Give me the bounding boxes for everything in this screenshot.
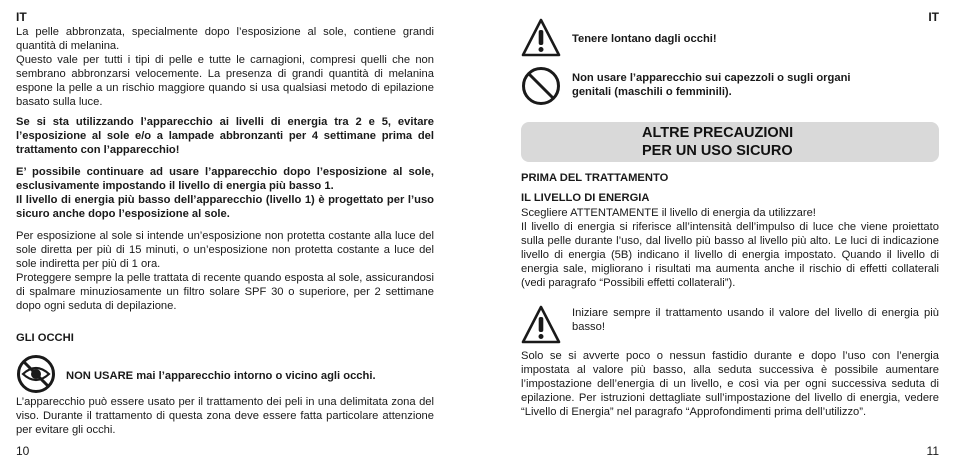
paragraph-energy-level: Il livello di energia si riferisce all’intensità dell’impulso di luce che viene proiettato sulla pelle durante l’uso, dal livello più basso al livello più alto. Le luci di indicazione livello di energia (5B) indicano il livello di energia impostato. Quando il livello di energia sale, migliorano i risultati ma aumenta anche il rischio di effetti collaterali (vedi paragrafo “Possibili effetti collaterali”). [521, 221, 939, 289]
page-number: 11 [926, 444, 939, 458]
eyes-warning-text: NON USARE mai l’apparecchio intorno o vicino agli occhi. [66, 370, 376, 382]
caution-start-lowest: Iniziare sempre il trattamento usando il valore del livello di energia più basso! [572, 307, 939, 333]
prohibition-icon [521, 66, 561, 106]
warning-triangle-icon [521, 18, 561, 58]
banner-title-line1: ALTRE PRECAUZIONI [642, 125, 794, 141]
paragraph-skin-types: Questo vale per tutti i tipi di pelle e tutte le carnagioni, compresi quelli che non sembrano abbronzarsi velocemente. La presenza di grandi quantità di melanina espone la pelle a un rischio maggiore quando si usa qualsiasi metodo di epilazione basato sulla luce. [16, 54, 434, 108]
no-eye-icon [16, 354, 56, 394]
left-page [16, 0, 434, 470]
section-heading: PRIMA DEL TRATTAMENTO [521, 172, 669, 184]
paragraph-increase-level: Solo se si avverte poco o nessun fastidio durante e dopo l’uso con l’energia impostata al valore più basso, alla seduta successiva è possibile aumentare l’impostazione dell’energia di un livello, e così via per ogni successiva seduta di epilazione. Per istruzioni dettagliate sull’impostazione del livello di energia, vedere “Livello di Energia” nel paragrafo “Approfondimenti prima dell’utilizzo”. [521, 350, 939, 418]
warning-keep-away-eyes: Tenere lontano dagli occhi! [572, 33, 717, 45]
language-label: IT [928, 10, 939, 24]
note-after-sun: E’ possibile continuare ad usare l’apparecchio dopo l’esposizione al sole, esclusivamente impostando il livello di energia più basso 1. [16, 166, 434, 192]
paragraph-sun-definition: Per esposizione al sole si intende un’esposizione non protetta costante alla luce del sole diretta per più di 15 minuti, o un’esposizione non protetta costante a luce del sole indiretta per più di 1 ora. [16, 230, 434, 270]
paragraph-sunscreen: Proteggere sempre la pelle trattata di recente quando esposta al sole, assicurandosi di spalmare minuziosamente un filtro solare SPF 30 o superiore, per 2 settimane dopo ogni seduta di depilazione. [16, 272, 434, 312]
note-lowest-level: Il livello di energia più basso dell’apparecchio (livello 1) è progettato per l’uso sicuro anche dopo l’esposizione al sole. [16, 194, 434, 220]
warning-triangle-icon [521, 305, 561, 345]
banner-title-line2: PER UN USO SICURO [642, 143, 793, 159]
section-banner [521, 122, 939, 162]
warning-sun-exposure: Se si sta utilizzando l’apparecchio ai livelli di energia tra 2 e 5, evitare l’esposizione al sole e/o a lampade abbronzanti per 4 settimane prima del trattamento con l’apparecchio! [16, 116, 434, 156]
page-number: 10 [16, 444, 30, 458]
language-label: IT [16, 10, 27, 24]
right-page [521, 0, 939, 470]
warning-body-areas: Non usare l’apparecchio sui capezzoli o sugli organi genitali (maschili o femminili). [572, 72, 851, 98]
paragraph-melanin: La pelle abbronzata, specialmente dopo l’esposizione al sole, contiene grandi quantità di melanina. [16, 26, 434, 52]
eyes-heading: GLI OCCHI [16, 332, 74, 344]
paragraph-face-treatment: L’apparecchio può essere usato per il trattamento dei peli in una delimitata zona del viso. Durante il trattamento di questa zona deve essere fatta particolare attenzione per evitare gli occhi. [16, 396, 434, 436]
paragraph-choose-level: Scegliere ATTENTAMENTE il livello di energia da utilizzare! [521, 207, 816, 219]
sub-heading: IL LIVELLO DI ENERGIA [521, 192, 650, 204]
